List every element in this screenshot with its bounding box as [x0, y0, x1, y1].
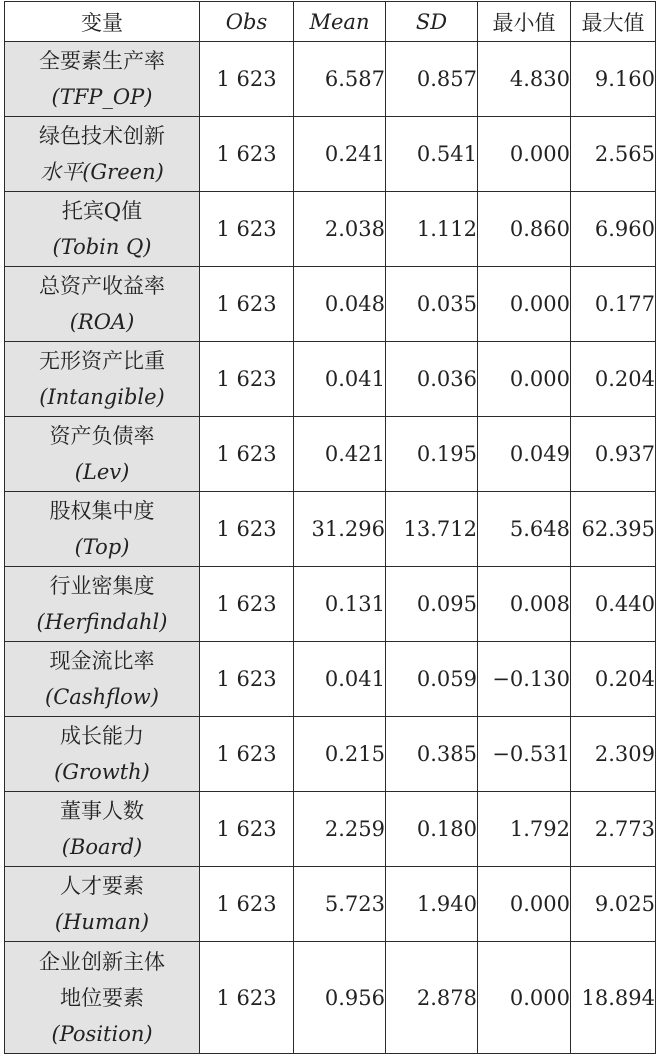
variable-name-cell	[5, 642, 200, 717]
variable-name-cell	[5, 117, 200, 192]
obs-cell: 1 623	[200, 717, 294, 792]
min-cell: 1.792	[478, 792, 571, 867]
variable-cn-label: 行业密集度	[49, 574, 155, 598]
sd-cell: 0.035	[386, 267, 478, 342]
table-row	[5, 792, 656, 867]
variable-en-label: (Cashflow)	[45, 685, 159, 709]
variable-name-cell	[5, 267, 200, 342]
variable-en-label: (Lev)	[74, 460, 130, 484]
obs-cell: 1 623	[200, 192, 294, 267]
variable-en-label: (Growth)	[54, 760, 150, 784]
variable-en-label: (Intangible)	[39, 385, 165, 409]
max-cell: 9.160	[571, 42, 656, 117]
header-row	[5, 2, 656, 42]
table-row-position	[5, 942, 656, 1054]
min-cell: 0.860	[478, 192, 571, 267]
min-cell: 4.830	[478, 42, 571, 117]
sd-cell: 0.036	[386, 342, 478, 417]
variable-name-cell	[5, 417, 200, 492]
obs-cell: 1 623	[200, 792, 294, 867]
obs-cell: 1 623	[200, 267, 294, 342]
variable-en-label: (Top)	[74, 535, 130, 559]
header-min: 最小值	[478, 2, 571, 42]
header-variable: 变量	[5, 2, 200, 42]
mean-cell: 31.296	[294, 492, 386, 567]
header-sd: SD	[386, 2, 478, 42]
max-cell: 6.960	[571, 192, 656, 267]
sd-cell: 0.857	[386, 42, 478, 117]
max-cell: 2.773	[571, 792, 656, 867]
mean-cell: 0.041	[294, 342, 386, 417]
variable-cn-label: 董事人数	[60, 799, 144, 823]
max-cell: 62.395	[571, 492, 656, 567]
header-obs: Obs	[200, 2, 294, 42]
obs-cell: 1 623	[200, 492, 294, 567]
sd-cell: 1.112	[386, 192, 478, 267]
obs-cell: 1 623	[200, 417, 294, 492]
variable-en-label: 水平(Green)	[40, 160, 164, 184]
variable-cn-label: 股权集中度	[49, 499, 155, 523]
sd-cell: 13.712	[386, 492, 478, 567]
table-row	[5, 642, 656, 717]
min-cell: 0.008	[478, 567, 571, 642]
sd-cell: 1.940	[386, 867, 478, 942]
descriptive-stats-table	[4, 1, 656, 1054]
variable-cn-label: 人才要素	[60, 874, 144, 898]
max-cell: 0.937	[571, 417, 656, 492]
min-cell: 0.000	[478, 342, 571, 417]
obs-cell: 1 623	[200, 642, 294, 717]
sd-cell: 0.059	[386, 642, 478, 717]
table-row	[5, 42, 656, 117]
mean-cell: 0.956	[294, 942, 386, 1054]
min-cell: 0.000	[478, 267, 571, 342]
table-row	[5, 492, 656, 567]
max-cell: 0.440	[571, 567, 656, 642]
max-cell: 9.025	[571, 867, 656, 942]
sd-cell: 0.541	[386, 117, 478, 192]
mean-cell: 0.131	[294, 567, 386, 642]
table-row	[5, 267, 656, 342]
variable-cn-label: 绿色技术创新	[39, 124, 165, 148]
mean-cell: 0.241	[294, 117, 386, 192]
variable-cn-label: 无形资产比重	[39, 349, 165, 373]
sd-cell: 0.385	[386, 717, 478, 792]
sd-cell: 2.878	[386, 942, 478, 1054]
header-max: 最大值	[571, 2, 656, 42]
min-cell: 0.000	[478, 117, 571, 192]
obs-cell: 1 623	[200, 42, 294, 117]
table-row	[5, 867, 656, 942]
min-cell: −0.531	[478, 717, 571, 792]
variable-cn-label: 成长能力	[60, 724, 144, 748]
variable-cn-label-2: 地位要素	[60, 985, 144, 1010]
variable-en-label: (Board)	[61, 835, 143, 859]
max-cell: 0.204	[571, 342, 656, 417]
variable-name-cell	[5, 942, 200, 1054]
min-cell: −0.130	[478, 642, 571, 717]
variable-cn-label: 全要素生产率	[39, 49, 165, 73]
sd-cell: 0.095	[386, 567, 478, 642]
min-cell: 0.049	[478, 417, 571, 492]
mean-cell: 0.215	[294, 717, 386, 792]
table-row	[5, 342, 656, 417]
obs-cell: 1 623	[200, 117, 294, 192]
variable-name-cell	[5, 567, 200, 642]
variable-en-label: (Human)	[54, 910, 150, 934]
mean-cell: 5.723	[294, 867, 386, 942]
table-row	[5, 417, 656, 492]
variable-name-cell	[5, 867, 200, 942]
table-row	[5, 117, 656, 192]
max-cell: 0.204	[571, 642, 656, 717]
min-cell: 0.000	[478, 942, 571, 1054]
table-row	[5, 567, 656, 642]
obs-cell: 1 623	[200, 567, 294, 642]
mean-cell: 0.041	[294, 642, 386, 717]
variable-name-cell	[5, 492, 200, 567]
variable-en-label: (Position)	[51, 1021, 153, 1046]
variable-cn-label: 托宾Q值	[61, 199, 143, 223]
variable-cn-label: 现金流比率	[49, 649, 155, 673]
mean-cell: 6.587	[294, 42, 386, 117]
variable-en-label: (Herfindahl)	[36, 610, 168, 634]
variable-cn-label: 企业创新主体	[39, 949, 165, 974]
variable-cn-label: 资产负债率	[49, 424, 155, 448]
obs-cell: 1 623	[200, 942, 294, 1054]
table-row	[5, 192, 656, 267]
variable-name-cell	[5, 42, 200, 117]
obs-cell: 1 623	[200, 867, 294, 942]
variable-en-label: (Tobin Q)	[52, 235, 152, 259]
header-mean: Mean	[294, 2, 386, 42]
table-row	[5, 717, 656, 792]
min-cell: 0.000	[478, 867, 571, 942]
variable-cn-label: 总资产收益率	[39, 274, 165, 298]
variable-en-label: (TFP_OP)	[51, 85, 153, 109]
variable-name-cell	[5, 717, 200, 792]
max-cell: 2.565	[571, 117, 656, 192]
sd-cell: 0.180	[386, 792, 478, 867]
mean-cell: 2.259	[294, 792, 386, 867]
variable-name-cell	[5, 192, 200, 267]
mean-cell: 2.038	[294, 192, 386, 267]
max-cell: 2.309	[571, 717, 656, 792]
variable-en-label: (ROA)	[69, 310, 135, 334]
variable-name-cell	[5, 792, 200, 867]
mean-cell: 0.421	[294, 417, 386, 492]
variable-name-cell	[5, 342, 200, 417]
sd-cell: 0.195	[386, 417, 478, 492]
mean-cell: 0.048	[294, 267, 386, 342]
table-body	[5, 42, 656, 1054]
obs-cell: 1 623	[200, 342, 294, 417]
max-cell: 0.177	[571, 267, 656, 342]
max-cell: 18.894	[571, 942, 656, 1054]
min-cell: 5.648	[478, 492, 571, 567]
